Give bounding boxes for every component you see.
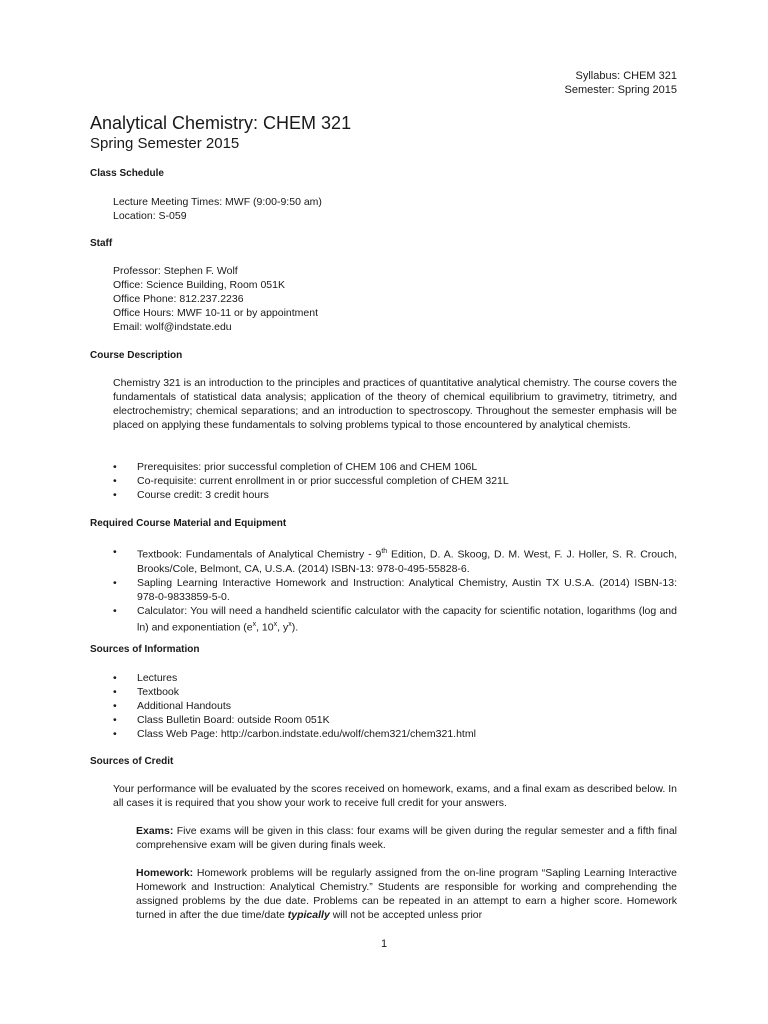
list-item-web-page: • Class Web Page: http://carbon.indstate.edu/wolf/chem321/chem321.html xyxy=(113,728,476,740)
course-description-list xyxy=(113,460,677,502)
list-item: • Co-requisite: current enrollment in or prior successful completion of CHEM 321L xyxy=(113,475,509,487)
bullet-icon: • xyxy=(113,672,117,684)
course-description-paragraph: Chemistry 321 is an introduction to the principles and practices of quantitative analytical chemistry. The course covers the fundamentals of statistical data analysis; application of the theory of chemical equilibrium to gravimetry, titrimetry, and electrochemistry; chemical separations; and an introduction to spectroscopy. Throughout the semester emphasis will be placed on applying these fundamentals to solving problems typical to those encountered by analytical chemists. xyxy=(113,377,677,431)
required-material-list xyxy=(113,545,677,634)
office-phone: Office Phone: 812.237.2236 xyxy=(113,293,244,305)
bullet-icon: • xyxy=(113,489,117,501)
bullet-icon: • xyxy=(113,728,117,740)
email: Email: wolf@indstate.edu xyxy=(113,321,232,333)
class-schedule-block xyxy=(113,195,677,223)
office-hours: Office Hours: MWF 10-11 or by appointment xyxy=(113,307,319,319)
header-semester: Semester: Spring 2015 xyxy=(564,84,677,96)
bullet-icon: • xyxy=(113,714,117,726)
bullet-icon: • xyxy=(113,700,117,712)
list-item: • Textbook xyxy=(113,686,180,698)
office: Office: Science Building, Room 051K xyxy=(113,279,285,291)
list-item: • Additional Handouts xyxy=(113,700,231,712)
class-schedule-heading: Class Schedule xyxy=(90,168,164,179)
list-item-textbook: • Textbook: Fundamentals of Analytical Chemistry - 9th Edition, D. A. Skoog, D. M. West, F. J. Holler, S. R. Crouch, Brooks/Cole, Belmont, CA, U.S.A. (2014) ISBN-13: 978-0-495-55828-6. xyxy=(113,546,677,575)
list-item: • Lectures xyxy=(113,672,178,684)
list-item: • Prerequisites: prior successful completion of CHEM 106 and CHEM 106L xyxy=(113,461,478,473)
professor: Professor: Stephen F. Wolf xyxy=(113,265,238,277)
document-title: Analytical Chemistry: CHEM 321 xyxy=(90,113,352,133)
homework-label: Homework: xyxy=(136,867,194,879)
sources-information-list xyxy=(113,671,677,741)
staff-block xyxy=(113,264,677,334)
sources-credit-heading: Sources of Credit xyxy=(90,756,174,767)
bullet-icon: • xyxy=(113,475,117,487)
location: Location: S-059 xyxy=(113,210,187,222)
required-material-heading: Required Course Material and Equipment xyxy=(90,518,287,529)
bullet-icon: • xyxy=(113,576,117,589)
list-item-calculator: • Calculator: You will need a handheld scientific calculator with the capacity for scientific notation, logarithms (log and ln) and exponentiation ($e^x$, 10$^x$, $y^x$). xyxy=(113,604,677,633)
sources-credit-intro: Your performance will be evaluated by the scores received on homework, exams, and a final exam as described below. In all cases it is required that you show your work to receive full credit for your answers. xyxy=(113,783,678,809)
exams-paragraph: Exams: Five exams will be given in this class: four exams will be given during the regular semester and a fifth final comprehensive exam will be given during finals week. xyxy=(136,825,677,851)
list-item-sapling: • Sapling Learning Interactive Homework and Instruction: Analytical Chemistry, Austin TX U.S.A. (2014) ISBN-13: 978-0-9833859-5-0. xyxy=(113,576,677,603)
exams-label: Exams: xyxy=(136,825,174,837)
header-syllabus: Syllabus: CHEM 321 xyxy=(575,70,677,82)
course-description-heading: Course Description xyxy=(90,350,183,361)
bullet-icon: • xyxy=(113,604,117,617)
document-subtitle: Spring Semester 2015 xyxy=(90,135,240,152)
running-header xyxy=(564,69,677,97)
meeting-times: Lecture Meeting Times: MWF (9:00-9:50 am) xyxy=(113,196,322,208)
staff-heading: Staff xyxy=(90,238,113,249)
list-item: • Course credit: 3 credit hours xyxy=(113,489,269,501)
bullet-icon: • xyxy=(113,686,117,698)
page-number: 1 xyxy=(380,938,388,950)
homework-paragraph: Homework: Homework problems will be regularly assigned from the on-line program “Sapling Learning Interactive Homework and Instruction: Analytical Chemistry.” Students are responsible for working and comprehending the assigned problems by the due date. Problems can be repeated in an attempt to earn a higher score. Homework turned in after the due time/date typically will not be accepted unless prior xyxy=(136,867,677,921)
list-item: • Class Bulletin Board: outside Room 051K xyxy=(113,714,330,726)
bullet-icon: • xyxy=(113,546,117,558)
sources-information-heading: Sources of Information xyxy=(90,644,200,655)
bullet-icon: • xyxy=(113,461,117,473)
